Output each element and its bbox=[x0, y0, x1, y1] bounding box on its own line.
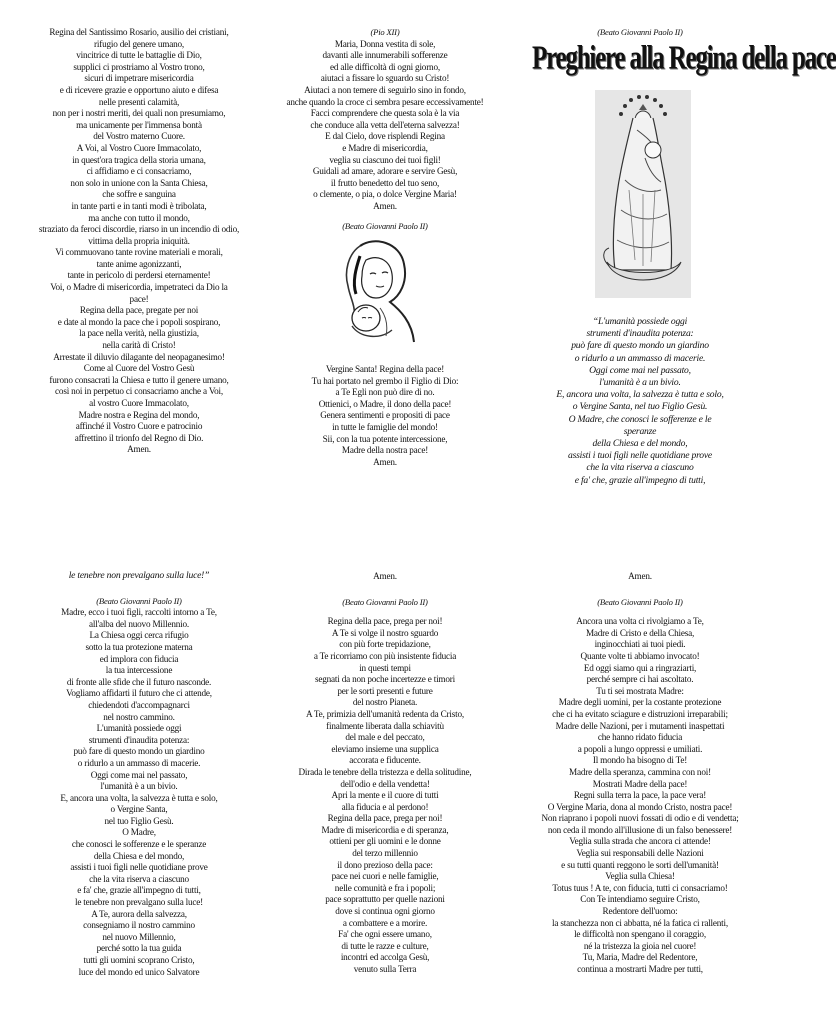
prayer-line: pace soprattutto per quelle nazioni bbox=[325, 894, 445, 905]
prayer-line: strumenti d'inaudita potenza: bbox=[586, 328, 694, 340]
prayer-line: Amen. bbox=[127, 444, 151, 455]
prayer-line: eleviamo insieme una supplica bbox=[331, 743, 439, 754]
prayer-line: A Te, aurora della salvezza, bbox=[91, 908, 187, 919]
prayer-line: che la vita riserva a ciascuno bbox=[586, 462, 694, 474]
prayer-line: Regina della pace, prega per noi! bbox=[327, 813, 443, 824]
prayer-line: a popoli a lungo oppressi e umiliati. bbox=[577, 743, 703, 754]
prayer-line: Facci comprendere che questa sola è la via bbox=[310, 108, 460, 119]
amen-line: Amen. bbox=[373, 571, 397, 581]
prayer-donna-vestita-di-sole bbox=[270, 27, 500, 468]
prayer-line: in tutte le famiglie del mondo! bbox=[332, 422, 438, 433]
prayer-line: rifugio del genere umano, bbox=[94, 38, 184, 49]
prayer-line: continua a mostrarti Madre per tutti, bbox=[577, 964, 703, 974]
prayer-line: Dirada le tenebre della tristezza e della solitudine, bbox=[298, 766, 472, 777]
prayer-line: Come al Cuore del Vostro Gesù bbox=[83, 363, 195, 374]
prayer-nuovo-millennio bbox=[20, 570, 258, 978]
prayer-line: segnati da non poche incertezze e timori bbox=[315, 674, 455, 685]
prayer-line: ed implora con fiducia bbox=[99, 653, 179, 664]
prayer-line: supplici ci prostriamo al Vostro trono, bbox=[73, 61, 205, 72]
prayer-line: che hanno ridato fiducia bbox=[597, 732, 683, 743]
prayer-line: Madre della speranza, cammina con noi! bbox=[569, 766, 711, 777]
prayer-line: furono consacrati la Chiesa e tutto il genere umano, bbox=[49, 374, 229, 385]
prayer-line: con più forte trepidazione, bbox=[339, 639, 431, 650]
prayer-line: Vi commuovano tante rovine materiali e morali, bbox=[55, 247, 223, 258]
prayer-line: e fa' che, grazie all'impegno di tutti, bbox=[574, 474, 706, 486]
prayer-line: può fare di questo mondo un giardino bbox=[73, 746, 205, 757]
prayer-line: in questi tempi bbox=[359, 662, 411, 673]
prayer-line: le difficoltà non spengano il coraggio, bbox=[574, 929, 706, 940]
prayer-regina-della-pace bbox=[270, 571, 500, 976]
prayer-line: pace! bbox=[129, 293, 149, 304]
prayer-line: strumenti d'inaudita potenza: bbox=[88, 734, 190, 745]
prayer-line: Ancora una volta ci rivolgiamo a Te, bbox=[576, 616, 704, 627]
prayer-line: accorata e fiducente. bbox=[349, 755, 421, 766]
prayer-line: chiedendoti d'accompagnarci bbox=[88, 699, 190, 710]
prayer-line: sotto la tua protezione materna bbox=[85, 641, 193, 652]
prayer-line: del terzo millennio bbox=[352, 848, 418, 859]
prayer-line: inginocchiati ai tuoi piedi. bbox=[594, 639, 686, 650]
prayer-line: tante anime agonizzanti, bbox=[96, 258, 182, 269]
prayer-line: veglia su ciascuno dei tuoi figli! bbox=[329, 154, 441, 165]
amen-line: Amen. bbox=[628, 571, 652, 581]
prayer-line: Totus tuus ! A te, con fiducia, tutti ci consacriamo! bbox=[552, 882, 728, 893]
prayer-line: le tenebre non prevalgano sulla luce! bbox=[74, 897, 204, 908]
prayer-line: non ceda il mondo all'illusione di un falso benessere! bbox=[547, 824, 733, 835]
prayer-line: Fa' che ogni essere umano, bbox=[338, 929, 432, 940]
prayer-line: Madre di misericordia e di speranza, bbox=[321, 824, 449, 835]
madonna-statue-image bbox=[595, 90, 691, 298]
prayer-line: o ridurlo a un ammasso di macerie. bbox=[574, 352, 706, 364]
prayer-line: Madre nostra e Regina del mondo, bbox=[78, 409, 200, 420]
prayer-lines-1 bbox=[270, 39, 500, 213]
attribution-giovanni-paolo-6: (Beato Giovanni Paolo II) bbox=[597, 596, 683, 607]
prayer-line: tutti gli uomini scoprano Cristo, bbox=[83, 955, 195, 965]
prayer-line: affinché il Vostro Cuore e patrocinio bbox=[75, 421, 203, 432]
prayer-line: o clemente, o pia, o dolce Vergine Maria! bbox=[313, 189, 457, 200]
prayer-line: Mostrati Madre della pace! bbox=[592, 778, 688, 789]
prayer-line: incontri ed accolga Gesù, bbox=[340, 952, 430, 963]
prayer-line: a Te Egli non può dire di no. bbox=[335, 387, 435, 398]
prayer-line: la pace nella verità, nella giustizia, bbox=[79, 328, 199, 339]
prayer-line: ci affidiamo e ci consacriamo, bbox=[86, 166, 192, 177]
prayer-line: non per i nostri meriti, dei quali non presumiamo, bbox=[52, 108, 226, 119]
prayer-line: dell'odio e della vendetta! bbox=[340, 778, 430, 789]
prayer-line: Amen. bbox=[373, 200, 397, 211]
madonna-child-sketch bbox=[270, 238, 500, 348]
prayer-line: in quest'ora tragica della storia umana, bbox=[72, 154, 206, 165]
prayer-line: e fa' che, grazie all'impegno di tutti, bbox=[77, 885, 201, 896]
prayer-line: perché sempre ci hai ascoltato. bbox=[586, 674, 694, 685]
prayer-line: così noi in perpetuo ci consacriamo anche a Voi, bbox=[55, 386, 223, 397]
prayer-line: Arrestate il diluvio dilagante del neopaganesimo! bbox=[53, 351, 225, 362]
prayer-line: all'alba del nuovo Millennio. bbox=[89, 618, 189, 629]
prayer-line: Tu, Maria, Madre del Redentore, bbox=[582, 952, 698, 963]
prayer-line: a Te ricorriamo con più insistente fiducia bbox=[313, 650, 457, 661]
prayer-line: o Vergine Santa, bbox=[110, 804, 168, 815]
prayer-line: pace nei cuori e nelle famiglie, bbox=[331, 871, 439, 882]
title-panel bbox=[520, 27, 760, 39]
prayer-line: del nostro Pianeta. bbox=[352, 697, 418, 708]
prayer-line: nel tuo Figlio Gesù. bbox=[104, 815, 174, 826]
prayer-line: alla fiducia e al perdono! bbox=[341, 801, 429, 812]
prayer-line: Regni sulla terra la pace, la pace vera! bbox=[573, 790, 707, 801]
prayer-lines-5 bbox=[270, 616, 500, 975]
prayer-line: davanti alle innumerabili sofferenze bbox=[322, 50, 448, 61]
prayer-line: vittima della propria iniquità. bbox=[88, 235, 190, 246]
prayer-line: della Chiesa e del mondo, bbox=[592, 438, 688, 450]
prayer-line: Voi, o Madre di misericordia, impetrateci da Dio la bbox=[50, 282, 228, 293]
prayer-line: E dal Cielo, dove risplendi Regina bbox=[325, 131, 445, 142]
prayer-line: o ridurlo a un ammasso di macerie. bbox=[77, 757, 201, 768]
prayer-line: Regina della pace, pregate per noi bbox=[79, 305, 199, 316]
prayer-line: nella carità di Cristo! bbox=[102, 340, 176, 351]
prayer-line: assisti i tuoi figli nelle quotidiane prove bbox=[567, 450, 712, 462]
prayer-lines-4 bbox=[20, 607, 258, 978]
prayer-line: l'umanità è a un bivio. bbox=[100, 781, 178, 792]
prayer-line: può fare di questo mondo un giardino bbox=[571, 340, 709, 352]
prayer-line: Sii, con la tua potente intercessione, bbox=[322, 433, 448, 444]
prayer-line: tante in pericolo di perdersi eternamente! bbox=[67, 270, 211, 281]
prayer-line: Redentore dell'uomo: bbox=[602, 906, 678, 917]
prayer-line: il dono prezioso della pace: bbox=[337, 859, 433, 870]
prayer-line: del male e del peccato, bbox=[345, 732, 425, 743]
prayer-line: Oggi come mai nel passato, bbox=[589, 364, 691, 376]
prayer-line: Aiutaci a non temere di seguirlo sino in fondo, bbox=[304, 84, 466, 95]
prayer-line: aiutaci a fissare lo sguardo su Cristo! bbox=[320, 73, 450, 84]
attribution-pio-xii: (Pio XII) bbox=[370, 27, 400, 37]
prayer-line: finalmente liberata dalla schiavitù bbox=[326, 720, 444, 731]
prayer-line: nel nuovo Millennio, bbox=[102, 931, 176, 942]
prayer-line: Il mondo ha bisogno di Te! bbox=[592, 755, 688, 766]
prayer-line: Tu hai portato nel grembo il Figlio di Dio: bbox=[311, 375, 459, 386]
prayer-line: a combattere e a morire. bbox=[342, 917, 428, 928]
prayer-line: e di ricevere grazie e opportuno aiuto e difesa bbox=[59, 84, 219, 95]
prayer-line: ottieni per gli uomini e le donne bbox=[329, 836, 441, 847]
prayer-line: Madre degli uomini, per la costante protezione bbox=[558, 697, 722, 708]
prayer-line: E, ancora una volta, la salvezza è tutta e solo, bbox=[60, 792, 218, 803]
prayer-line: la tua intercessione bbox=[105, 665, 173, 676]
prayer-line: Oggi come mai nel passato, bbox=[90, 769, 188, 780]
prayer-line: e su tutti quanti reggono le sorti dell'umanità! bbox=[561, 859, 719, 870]
prayer-line: A Voi, al Vostro Cuore Immacolato, bbox=[76, 142, 202, 153]
prayer-line: Veglia sulla Chiesa! bbox=[605, 871, 675, 882]
prayer-line: O Madre, bbox=[122, 827, 156, 838]
prayer-line: che conosci le sofferenze e le speranze bbox=[71, 839, 207, 850]
prayer-lines-6 bbox=[520, 616, 760, 975]
prayer-line: e Madre di misericordia, bbox=[342, 142, 428, 153]
prayer-line: Quante volte ti abbiamo invocato! bbox=[580, 650, 700, 661]
prayer-line: Madre delle Nazioni, per i mutamenti inaspettati bbox=[555, 720, 725, 731]
prayer-line: Veglia sulla strada che ancora ci attende! bbox=[569, 836, 711, 847]
prayer-line: L'umanità possiede oggi bbox=[96, 723, 182, 734]
prayer-line: che conduce alla vetta dell'eterna salvezza! bbox=[310, 119, 460, 130]
prayer-madre-di-cristo bbox=[520, 571, 760, 976]
prayer-line: Tu ti sei mostrata Madre: bbox=[596, 685, 684, 696]
prayer-line: Madre, ecco i tuoi figli, raccolti intorno a Te, bbox=[61, 607, 217, 618]
prayer-line: né la tristezza la gioia nel cuore! bbox=[583, 940, 697, 951]
prayer-line: l'umanità è a un bivio. bbox=[599, 377, 681, 389]
attribution-giovanni-paolo-5: (Beato Giovanni Paolo II) bbox=[342, 596, 428, 607]
prayer-line: Apri la mente e il cuore di tutti bbox=[331, 790, 439, 801]
prayer-line: al vostro Cuore Immacolato, bbox=[89, 398, 189, 408]
prayer-line: Veglia sui responsabili delle Nazioni bbox=[576, 848, 704, 859]
prayer-line: che ci ha evitato sciagure e distruzioni irreparabili; bbox=[552, 708, 728, 719]
prayer-line: in tante parti e in tanti modi è tribolata, bbox=[71, 200, 207, 211]
prayer-line: E, ancora una volta, la salvezza è tutta e solo, bbox=[556, 389, 724, 401]
prayer-line: straziato da feroci discordie, riarso in un incendio di odio, bbox=[38, 224, 240, 235]
prayer-line: Regina del Santissimo Rosario, ausilio dei cristiani, bbox=[49, 27, 229, 37]
madonna-sketch-icon bbox=[330, 238, 420, 343]
prayer-line: Regina della pace, prega per noi! bbox=[327, 616, 443, 627]
prayer-line: e date al mondo la pace che i popoli sospirano, bbox=[57, 316, 221, 327]
prayer-line: ma unicamente per l'immensa bontà bbox=[76, 119, 202, 130]
prayer-line: sicuri di impetrare misericordia bbox=[84, 73, 194, 84]
prayer-line: della Chiesa e del mondo, bbox=[93, 850, 185, 861]
prayer-pio-xii bbox=[20, 27, 258, 456]
prayer-line: Con Te intendiamo seguire Cristo, bbox=[580, 894, 700, 905]
prayer-line: Guidali ad amare, adorare e servire Gesù, bbox=[312, 166, 458, 177]
prayer-line: nelle presenti calamità, bbox=[98, 96, 180, 107]
prayer-line: A Te si volge il nostro sguardo bbox=[331, 627, 439, 638]
prayer-line: la stanchezza non ci abbatta, né la fatica ci rallenti, bbox=[552, 917, 728, 928]
prayer-line: che soffre e sanguina bbox=[102, 189, 176, 200]
prayer-line: “L'umanità possiede oggi bbox=[592, 316, 688, 327]
prayer-line: non solo in unione con la Santa Chiesa, bbox=[70, 177, 208, 188]
prayer-line: Ottienici, o Madre, il dono della pace! bbox=[318, 398, 452, 409]
prayer-line: del Vostro materno Cuore. bbox=[93, 131, 185, 142]
attribution-giovanni-paolo-4: (Beato Giovanni Paolo II) bbox=[96, 595, 182, 606]
attribution-giovanni-paolo: (Beato Giovanni Paolo II) bbox=[342, 220, 428, 231]
prayer-line: o Vergine Santa, nel tuo Figlio Gesù. bbox=[572, 401, 708, 413]
page-title: Preghiere alla Regina della pace bbox=[532, 40, 836, 77]
prayer-line: il frutto benedetto del tuo seno, bbox=[330, 177, 440, 188]
attribution-giovanni-paolo-top: (Beato Giovanni Paolo II) bbox=[597, 27, 683, 37]
prayer-line: Madre della nostra pace! bbox=[341, 445, 429, 456]
prayer-line: che la vita riserva a ciascuno bbox=[89, 873, 189, 884]
prayer-line: Non riaprano i popoli nuovi fossati di odio e di vendetta; bbox=[541, 813, 739, 824]
prayer-line: Madre di Cristo e della Chiesa, bbox=[585, 627, 695, 638]
prayer-lines-2 bbox=[270, 364, 500, 468]
prayer-line: nelle comunità e fra i popoli; bbox=[334, 882, 436, 893]
prayer-line: ed alle difficoltà di ogni giorno, bbox=[330, 61, 440, 72]
madonna-statue-icon bbox=[595, 90, 691, 298]
prayer-line: La Chiesa oggi cerca rifugio bbox=[89, 630, 189, 641]
prayer-umanita-bivio bbox=[520, 316, 760, 487]
prayer-line: perché sotto la tua guida bbox=[96, 943, 182, 954]
prayer-line: Amen. bbox=[373, 456, 397, 467]
prayer-line: venuto sulla Terra bbox=[353, 964, 417, 974]
prayer-line: per le sorti presenti e future bbox=[337, 685, 433, 696]
prayer-line: di tutte le razze e culture, bbox=[341, 940, 429, 951]
prayer-line: O Madre, che conosci le sofferenze e le bbox=[568, 413, 712, 425]
prayer-line: A Te, primizia dell'umanità redenta da Cristo, bbox=[306, 708, 464, 719]
prayer-line: Ed oggi siamo qui a ringraziarti, bbox=[583, 662, 697, 673]
continuation-line: le tenebre non prevalgano sulla luce!” bbox=[68, 570, 210, 581]
prayer-line: assisti i tuoi figli nelle quotidiane prove bbox=[70, 862, 208, 873]
prayer-line: affrettino il trionfo del Regno di Dio. bbox=[74, 432, 204, 443]
prayer-line: di fronte alle sfide che il futuro nasconde. bbox=[66, 676, 212, 687]
prayer-line: Maria, Donna vestita di sole, bbox=[334, 38, 436, 49]
prayer-line: Vogliamo affidarti il futuro che ci attende, bbox=[66, 688, 212, 699]
prayer-line: O Vergine Maria, dona al mondo Cristo, nostra pace! bbox=[547, 801, 733, 812]
prayer-line: consegniamo il nostro cammino bbox=[83, 920, 195, 931]
prayer-line: luce del mondo ed unico Salvatore bbox=[78, 966, 200, 977]
prayer-line: Genera sentimenti e propositi di pace bbox=[320, 410, 450, 421]
prayer-line: dove si continua ogni giorno bbox=[335, 906, 435, 917]
prayer-line: ma anche con tutto il mondo, bbox=[88, 212, 190, 223]
prayer-line: speranze bbox=[623, 425, 657, 437]
prayer-line: vincitrice di tutte le battaglie di Dio, bbox=[76, 50, 202, 61]
prayer-line: Vergine Santa! Regina della pace! bbox=[325, 364, 445, 375]
prayer-line: anche quando la croce ci sembra pesare eccessivamente! bbox=[286, 96, 484, 107]
prayer-line: nel nostro cammino. bbox=[103, 711, 175, 722]
